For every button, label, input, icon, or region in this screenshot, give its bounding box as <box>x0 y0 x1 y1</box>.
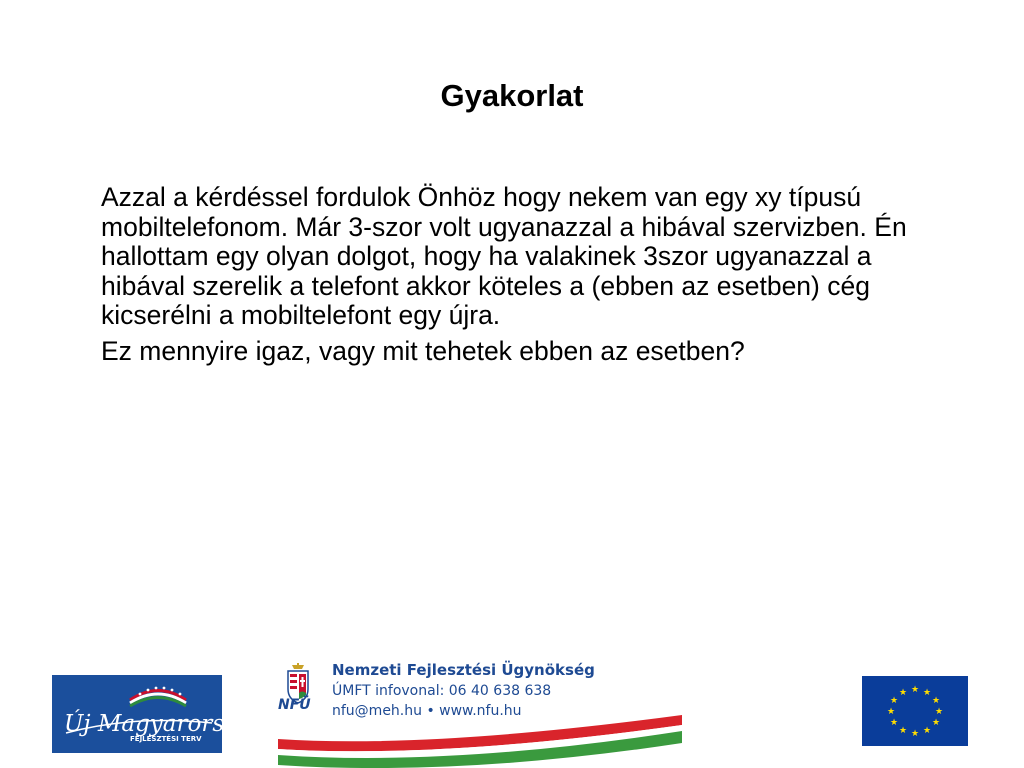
svg-text:★: ★ <box>898 726 908 736</box>
nfu-abbreviation: NFÜ <box>278 697 311 713</box>
slide-title: Gyakorlat <box>440 78 584 113</box>
svg-text:★: ★ <box>910 685 920 695</box>
svg-text:FEJLESZTÉSI TERV: FEJLESZTÉSI TERV <box>130 735 202 743</box>
slide-body <box>95 183 955 372</box>
follow-up-question: Ez mennyire igaz, vagy mit tehetek ebben az esetben? <box>101 335 745 366</box>
tricolor-swoosh-icon <box>278 707 684 768</box>
uj-magyarorszag-emblem-icon <box>52 675 265 753</box>
nfu-logo <box>278 655 684 768</box>
eu-stars-icon <box>862 676 968 746</box>
svg-text:★: ★ <box>910 729 920 739</box>
svg-text:★: ★ <box>934 707 944 717</box>
svg-text:★: ★ <box>886 707 896 717</box>
nfu-agency-name: Nemzeti Fejlesztési Ügynökség <box>332 661 595 679</box>
nfu-infovonal: ÚMFT infovonal: 06 40 638 638 <box>332 683 552 699</box>
uj-magyarorszag-logo <box>52 675 265 753</box>
svg-text:★: ★ <box>922 726 932 736</box>
eu-flag-logo <box>862 676 968 746</box>
svg-text:★: ★ <box>922 688 932 698</box>
question-paragraph: Azzal a kérdéssel fordulok Önhöz hogy nekem van egy xy típusú mobiltelefonom. Már 3-szor volt ugyanazzal a hibával szervizben. Én hallottam egy olyan dolgot, hogy ha valakinek 3szor ugyanazzal a hibával szerelik a telefont akkor köteles a (ebben az esetben) cég kicserélni a mobiltelefont egy újra. <box>101 182 907 330</box>
svg-text:★: ★ <box>889 718 899 728</box>
svg-text:★: ★ <box>931 718 941 728</box>
nfu-contact-line: nfu@meh.hu • www.nfu.hu <box>332 703 522 719</box>
svg-text:★: ★ <box>931 696 941 706</box>
svg-text:★: ★ <box>898 688 908 698</box>
svg-text:★: ★ <box>889 696 899 706</box>
svg-text:Új Magyarország: Új Magyarország <box>64 711 265 737</box>
